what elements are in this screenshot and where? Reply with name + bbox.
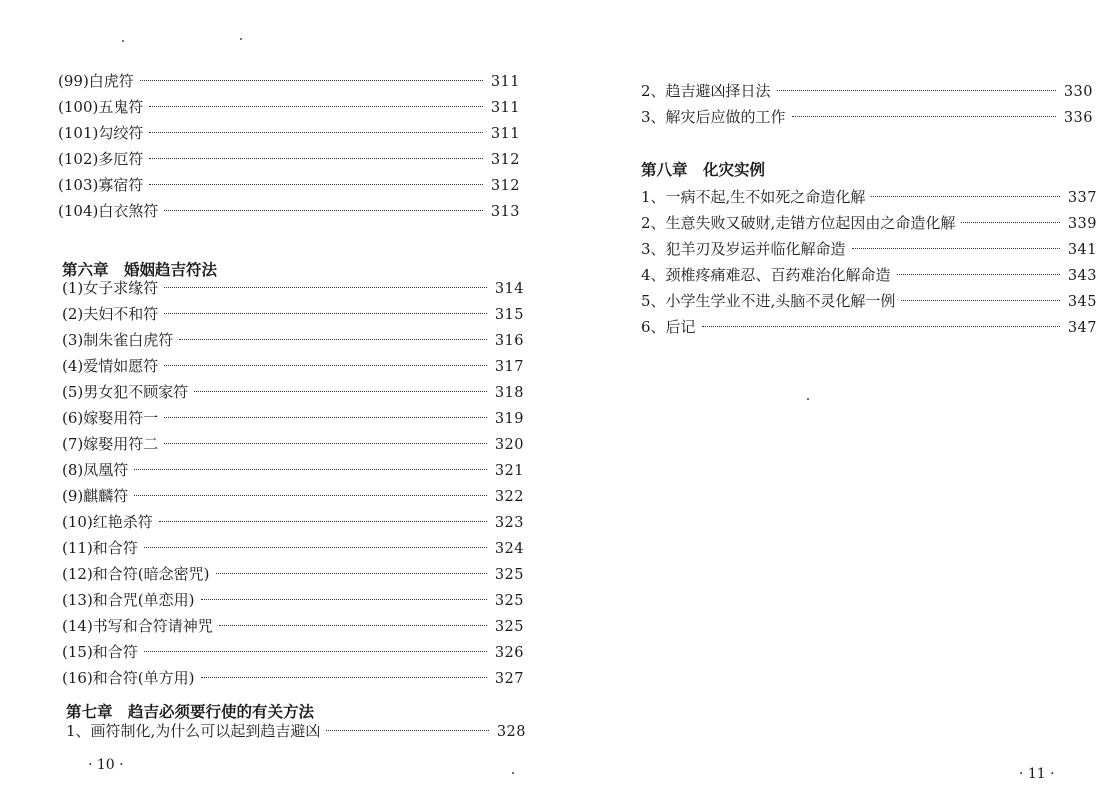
toc-entry-page: 347 — [1067, 320, 1097, 336]
toc-entry — [641, 80, 1093, 102]
toc-entry-title: (102)多厄符 — [58, 150, 144, 168]
dot-leader — [149, 184, 482, 185]
toc-entry-title: (1)女子求缘符 — [62, 279, 159, 297]
toc-entry-title: (11)和合符 — [62, 539, 138, 557]
toc-entry — [58, 200, 520, 222]
toc-entry — [641, 106, 1093, 128]
toc-entry-title: (13)和合咒(单恋用) — [62, 591, 195, 609]
toc-entry-title: (15)和合符 — [62, 643, 138, 661]
toc-entry — [62, 277, 524, 299]
toc-entry-page: 312 — [490, 152, 520, 168]
toc-entry — [641, 186, 1097, 208]
dot-leader — [194, 391, 487, 392]
dot-leader — [144, 651, 487, 652]
toc-entry — [62, 355, 524, 377]
page-number: · 10 · — [88, 757, 124, 773]
dot-leader — [164, 443, 487, 444]
toc-entry — [641, 290, 1097, 312]
scan-speck — [122, 40, 124, 42]
right-page — [551, 0, 1102, 788]
toc-entry-title: 2、生意失败又破财,走错方位起因由之命造化解 — [641, 214, 956, 232]
toc-entry-page: 320 — [494, 437, 524, 453]
toc-entry-title: (3)制朱雀白虎符 — [62, 331, 174, 349]
toc-entry-page: 311 — [490, 126, 520, 142]
toc-entry-page: 321 — [494, 463, 524, 479]
toc-entry — [62, 407, 524, 429]
toc-entry — [58, 174, 520, 196]
toc-entry — [62, 381, 524, 403]
toc-entry — [62, 667, 524, 689]
chapter-heading: 第七章 趋吉必须要行使的有关方法 — [66, 702, 315, 721]
toc-entry-title: 2、趋吉避凶择日法 — [641, 82, 771, 100]
dot-leader — [149, 132, 482, 133]
dot-leader — [149, 158, 482, 159]
dot-leader — [219, 625, 487, 626]
dot-leader — [144, 547, 487, 548]
dot-leader — [961, 222, 1059, 223]
toc-entry-title: 1、画符制化,为什么可以起到趋吉避凶 — [66, 722, 321, 740]
dot-leader — [201, 677, 487, 678]
toc-entry — [62, 537, 524, 559]
toc-entry-page: 325 — [494, 567, 524, 583]
dot-leader — [164, 287, 487, 288]
toc-entry-title: (10)红艳杀符 — [62, 513, 153, 531]
toc-entry — [641, 212, 1097, 234]
chapter-heading: 第八章 化灾实例 — [641, 160, 766, 179]
toc-entry — [58, 148, 520, 170]
toc-entry-page: 341 — [1067, 242, 1097, 258]
dot-leader — [852, 248, 1060, 249]
chapter-heading: 第六章 婚姻趋吉符法 — [62, 260, 218, 279]
toc-entry — [66, 720, 526, 742]
dot-leader — [140, 80, 483, 81]
toc-entry-page: 336 — [1063, 110, 1093, 126]
page-number: · 11 · — [1019, 766, 1055, 782]
toc-entry-page: 317 — [494, 359, 524, 375]
toc-entry-page: 318 — [494, 385, 524, 401]
toc-entry-page: 337 — [1067, 190, 1097, 206]
toc-entry-page: 326 — [494, 645, 524, 661]
dot-leader — [326, 730, 488, 731]
dot-leader — [134, 469, 487, 470]
toc-entry-title: (6)嫁娶用符一 — [62, 409, 159, 427]
toc-entry-title: (104)白衣煞符 — [58, 202, 159, 220]
toc-entry-page: 311 — [490, 100, 520, 116]
toc-entry-title: (99)白虎符 — [58, 72, 134, 90]
toc-entry-title: (7)嫁娶用符二 — [62, 435, 159, 453]
dot-leader — [702, 326, 1060, 327]
toc-entry-title: (8)凤凰符 — [62, 461, 129, 479]
toc-entry-page: 315 — [494, 307, 524, 323]
dot-leader — [164, 210, 482, 211]
toc-entry — [641, 264, 1097, 286]
toc-entry-title: 4、颈椎疼痛难忍、百药难治化解命造 — [641, 266, 891, 284]
dot-leader — [897, 274, 1060, 275]
toc-entry — [62, 433, 524, 455]
toc-entry-page: 322 — [494, 489, 524, 505]
toc-entry-title: (12)和合符(暗念密咒) — [62, 565, 210, 583]
scan-speck — [240, 38, 242, 40]
toc-entry-title: (5)男女犯不顾家符 — [62, 383, 189, 401]
toc-entry — [62, 485, 524, 507]
dot-leader — [201, 599, 487, 600]
toc-entry-title: (101)勾绞符 — [58, 124, 144, 142]
dot-leader — [901, 300, 1059, 301]
toc-entry-page: 327 — [494, 671, 524, 687]
toc-entry — [58, 96, 520, 118]
dot-leader — [179, 339, 487, 340]
toc-entry-page: 339 — [1067, 216, 1097, 232]
toc-entry-page: 319 — [494, 411, 524, 427]
toc-entry-page: 328 — [496, 724, 526, 740]
toc-entry-page: 324 — [494, 541, 524, 557]
toc-entry-title: 5、小学生学业不进,头脑不灵化解一例 — [641, 292, 896, 310]
toc-entry — [62, 511, 524, 533]
toc-entry-title: (103)寡宿符 — [58, 176, 144, 194]
toc-entry-page: 311 — [490, 74, 520, 90]
toc-entry-page: 345 — [1067, 294, 1097, 310]
toc-entry-page: 312 — [490, 178, 520, 194]
toc-entry-page: 323 — [494, 515, 524, 531]
toc-entry — [58, 70, 520, 92]
toc-entry-title: 3、犯羊刃及岁运并临化解命造 — [641, 240, 846, 258]
dot-leader — [164, 365, 487, 366]
toc-entry-page: 313 — [490, 204, 520, 220]
dot-leader — [792, 116, 1056, 117]
toc-entry-title: (2)夫妇不和符 — [62, 305, 159, 323]
toc-entry — [62, 303, 524, 325]
toc-entry — [62, 641, 524, 663]
dot-leader — [149, 106, 482, 107]
dot-leader — [871, 196, 1059, 197]
toc-entry-page: 343 — [1067, 268, 1097, 284]
toc-entry-title: (9)麒麟符 — [62, 487, 129, 505]
scan-speck — [807, 398, 809, 400]
toc-entry-title: (100)五鬼符 — [58, 98, 144, 116]
toc-entry-title: (16)和合符(单方用) — [62, 669, 195, 687]
dot-leader — [216, 573, 487, 574]
scan-speck — [512, 772, 514, 774]
toc-entry-page: 330 — [1063, 84, 1093, 100]
toc-entry-page: 316 — [494, 333, 524, 349]
toc-entry-page: 325 — [494, 593, 524, 609]
toc-entry — [62, 563, 524, 585]
dot-leader — [777, 90, 1056, 91]
toc-entry — [62, 589, 524, 611]
toc-entry — [62, 615, 524, 637]
toc-entry-title: 6、后记 — [641, 318, 696, 336]
toc-entry — [58, 122, 520, 144]
toc-entry — [641, 316, 1097, 338]
dot-leader — [164, 417, 487, 418]
toc-entry-page: 314 — [494, 281, 524, 297]
toc-entry-title: 1、一病不起,生不如死之命造化解 — [641, 188, 866, 206]
toc-entry-title: (14)书写和合符请神咒 — [62, 617, 213, 635]
toc-entry — [641, 238, 1097, 260]
toc-entry — [62, 329, 524, 351]
dot-leader — [164, 313, 487, 314]
toc-entry-page: 325 — [494, 619, 524, 635]
toc-entry — [62, 459, 524, 481]
dot-leader — [159, 521, 487, 522]
toc-entry-title: 3、解灾后应做的工作 — [641, 108, 786, 126]
dot-leader — [134, 495, 487, 496]
toc-entry-title: (4)爱情如愿符 — [62, 357, 159, 375]
